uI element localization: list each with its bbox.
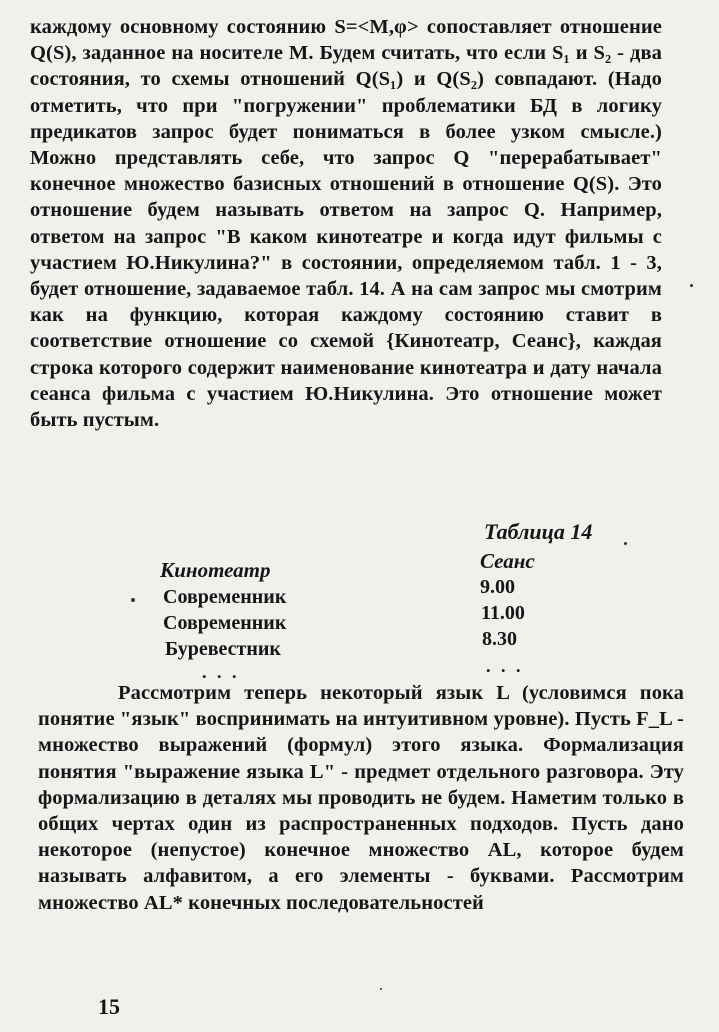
scan-speck xyxy=(690,284,693,287)
scan-speck xyxy=(380,988,382,990)
table-cell-session: 8.30 xyxy=(482,628,517,650)
table-cell-cinema: Буревестник xyxy=(165,638,281,660)
page-number: 15 xyxy=(98,994,120,1019)
table-cell-cinema: Современник xyxy=(163,612,287,634)
paragraph-language-formalization: Рассмотрим теперь некоторый язык L (условимся пока понятие "язык" воспринимать на интуитивном уровне). Пусть F_L - множество выражений (формул) этого языка. Формализация понятия "выражение языка L" - предмет отдельного разговора. Эту формализацию в деталях мы проводить не будем. Наметим только в общих чертах один из распространенных подходов. Пусть дано некоторое (непустое) конечное множество AL, которое будем называть алфавитом, а его элементы - буквами. Рассмотрим множество AL* конечных последовательностей xyxy=(38,682,684,914)
paragraph-query-definition: каждому основному состоянию S=<M,φ> сопоставляет отношение Q(S), заданное на носителе M. Будем считать, что если S₁ и S₂ - два состояния, то схемы отношений Q(S₁) и Q(S₂) совпадают. (Надо отметить, что при "погружении" проблематики БД в логику предикатов запрос будет пониматься в более узком смысле.) Можно представлять себе, что запрос Q "перерабатывает" конечное множество базисных отношений в отношение Q(S). Это отношение будем называть ответом на запрос Q. Например, ответом на запрос "В каком кинотеатре и когда идут фильмы с участием Ю.Никулина?" в состоянии, определяемом табл. 1 - 3, будет отношение, задаваемое табл. 14. А на сам запрос мы смотрим как на функцию, которая каждому состоянию ставит в соответствие отношение со схемой {Кинотеатр, Сеанс}, каждая строка которого содержит наименование кинотеатра и дату начала сеанса фильма с участием Ю.Никулина. Это отношение может быть пустым. xyxy=(30,16,662,432)
table-ellipsis-cinema: . . . xyxy=(202,662,240,682)
table-cell-session: 9.00 xyxy=(480,576,515,598)
table-ellipsis-session: . . . xyxy=(486,656,524,676)
table-cell-cinema: Современник xyxy=(163,586,287,608)
column-header-session: Сеанс xyxy=(480,549,535,573)
table-caption: Таблица 14 xyxy=(484,519,593,544)
table-cell-session: 11.00 xyxy=(481,602,525,624)
column-header-cinema: Кинотеатр xyxy=(160,558,271,582)
scan-speck xyxy=(624,542,627,545)
scan-speck xyxy=(131,598,135,602)
